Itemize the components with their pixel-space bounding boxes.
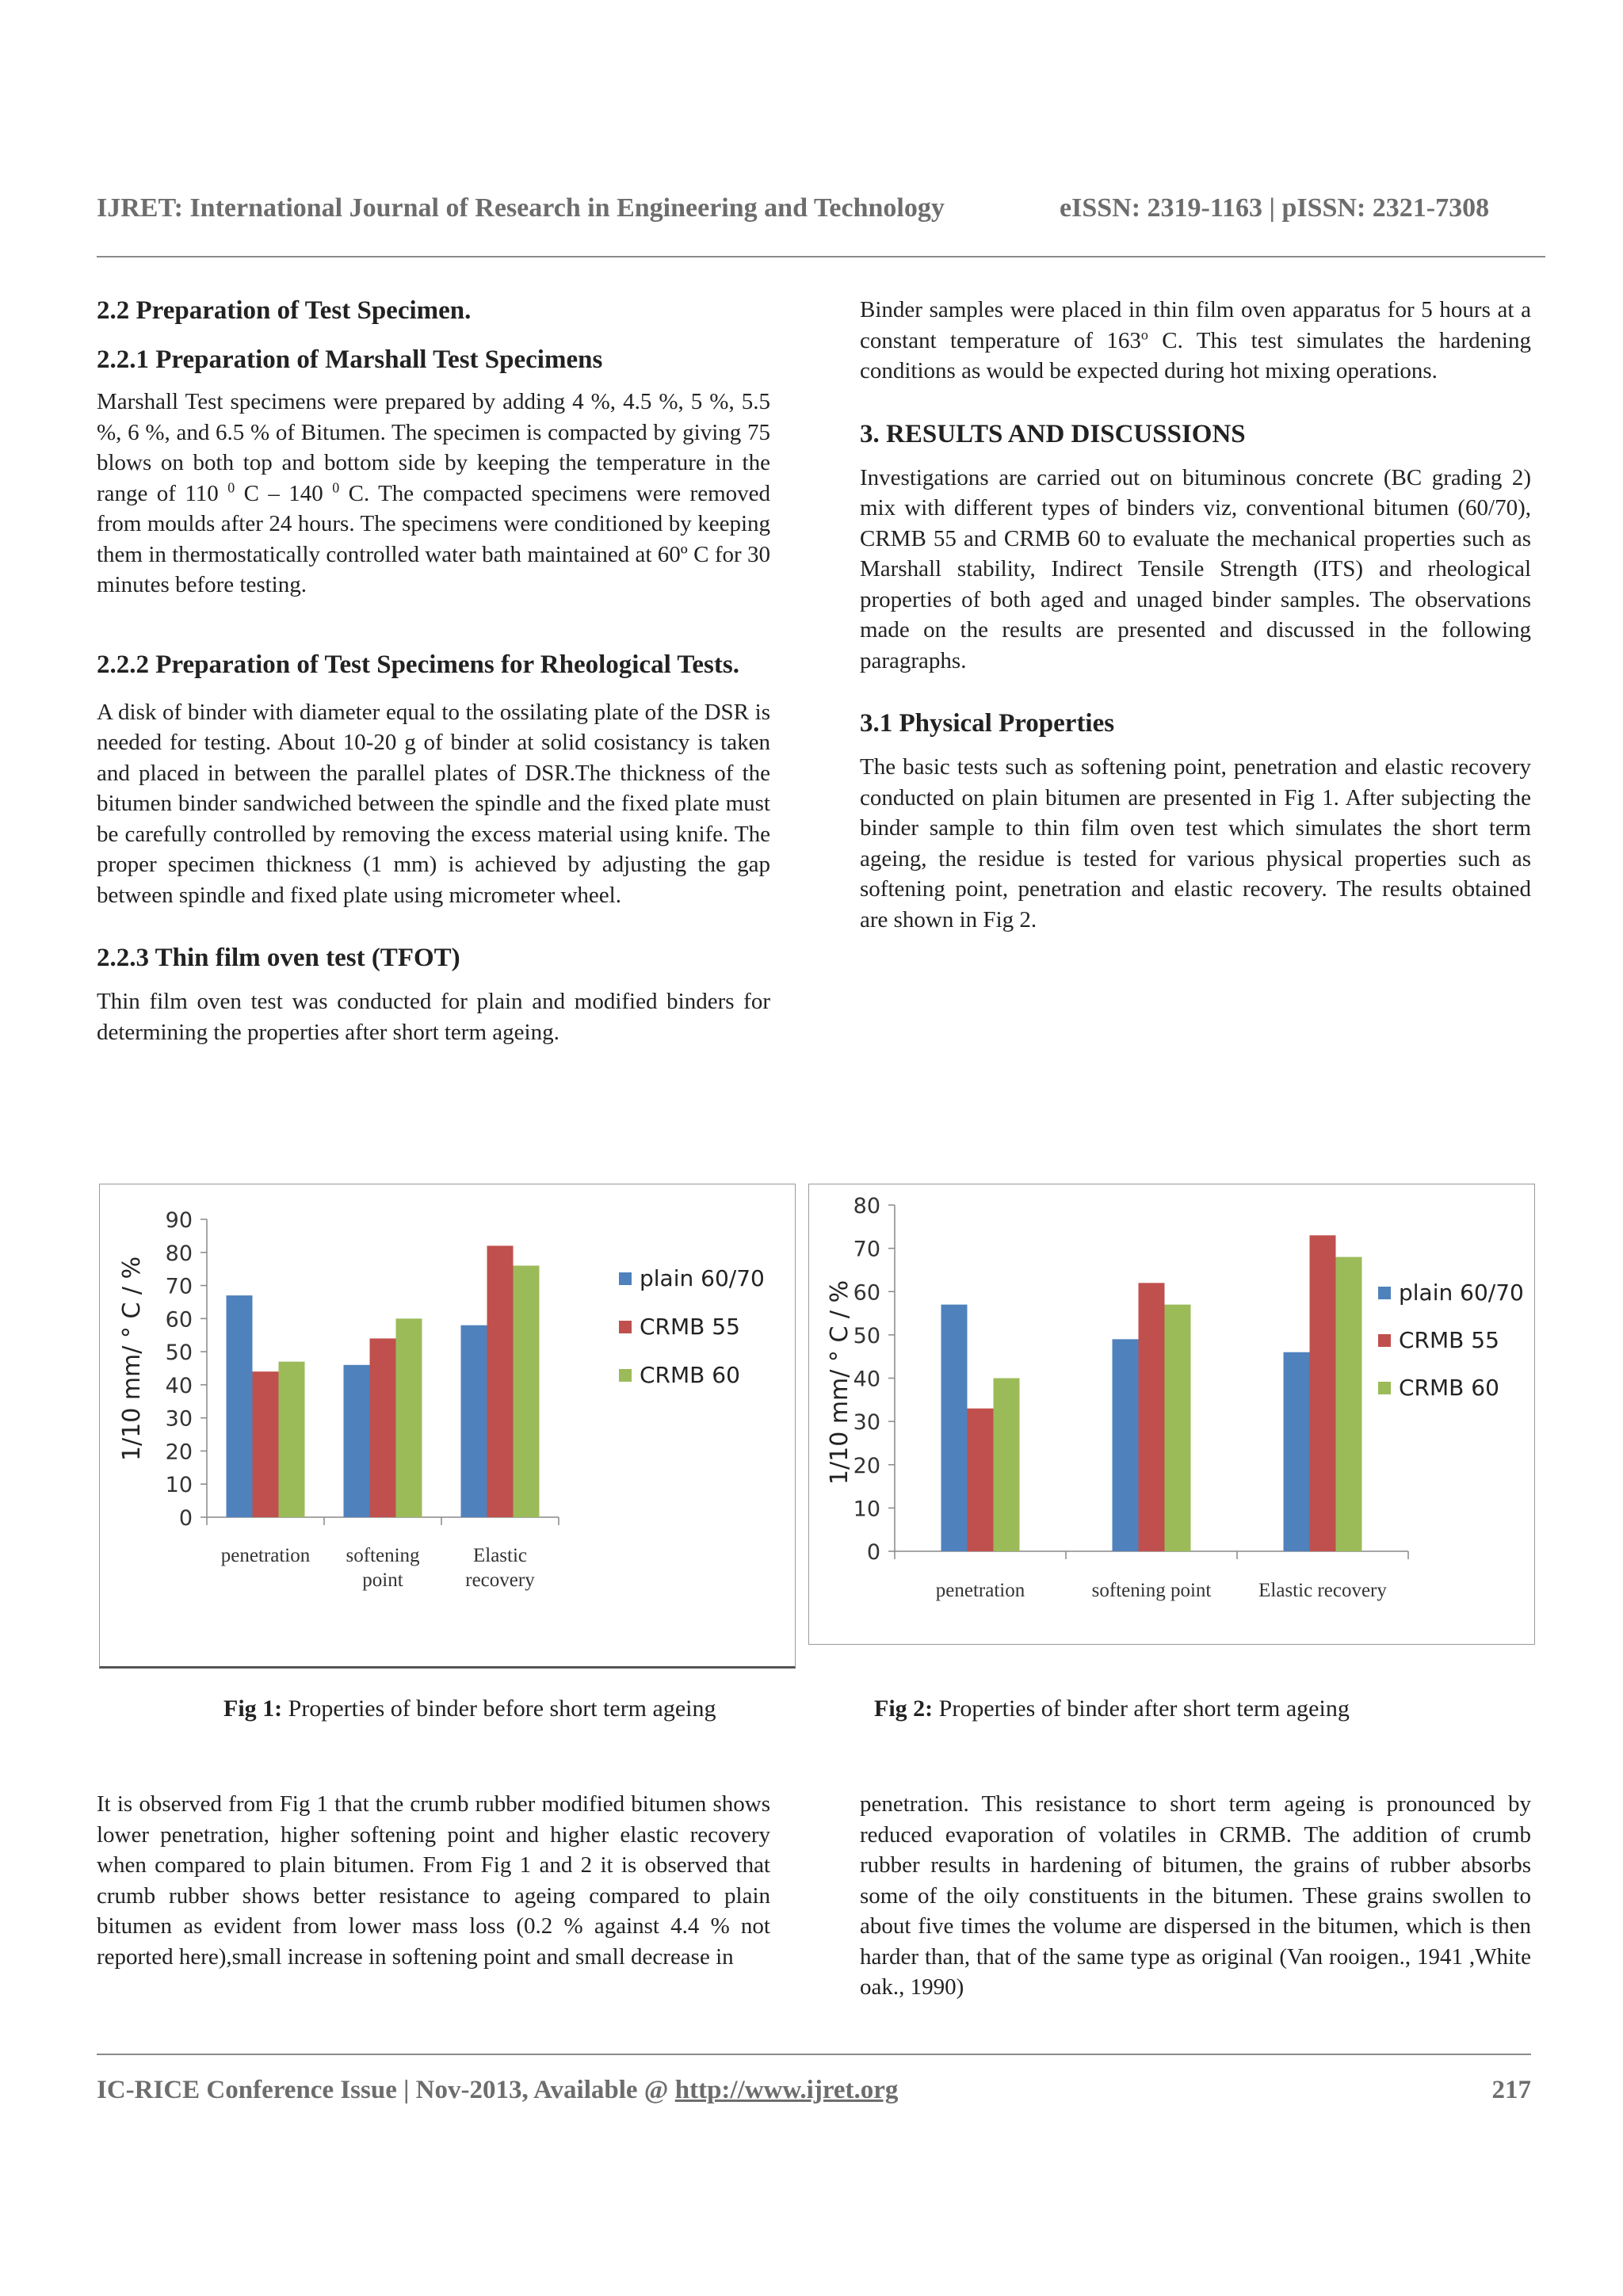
paragraph-observation: It is observed from Fig 1 that the crumb rubber modified bitumen shows lower penetration, higher softening point and higher elastic recovery when compared to plain bitumen. From Fig 1 and 2 it is observed that crumb rubber shows better resistance to ageing compared to plain bitumen as evident from lower mass loss (0.2 % against 4.4 % not reported here),small increase in softening point and small decrease in xyxy=(97,1791,770,1970)
bar xyxy=(279,1362,305,1517)
bar xyxy=(487,1245,514,1517)
y-tick-label: 30 xyxy=(165,1406,193,1432)
y-tick-label: 90 xyxy=(165,1208,193,1233)
fig1-chart-frame xyxy=(99,1184,796,1669)
y-tick-label: 0 xyxy=(866,1540,880,1565)
bottom-right-column xyxy=(860,1789,1531,2003)
legend-swatch xyxy=(619,1272,632,1285)
x-category-label: softening point xyxy=(1091,1580,1212,1601)
legend-label: plain 60/70 xyxy=(640,1265,765,1291)
bar xyxy=(253,1371,279,1517)
y-tick-label: 50 xyxy=(853,1323,880,1348)
y-tick-label: 0 xyxy=(178,1506,193,1531)
fig2-bar-chart xyxy=(809,1184,1534,1644)
legend-label: plain 60/70 xyxy=(1399,1280,1524,1306)
bar xyxy=(396,1318,422,1517)
legend-swatch xyxy=(619,1321,632,1333)
bar xyxy=(1113,1339,1139,1551)
left-column xyxy=(97,295,770,1047)
fig1-bar-chart xyxy=(100,1184,795,1666)
page-number: 217 xyxy=(1491,2076,1531,2104)
x-category-label: penetration xyxy=(220,1545,311,1566)
issn-info: eISSN: 2319-1163 | pISSN: 2321-7308 xyxy=(1060,193,1490,223)
bar xyxy=(968,1409,994,1551)
bar xyxy=(370,1338,396,1517)
paragraph-investigations: Investigations are carried out on bituminous concrete (BC grading 2) mix with different types of binders viz, conventional bitumen (60/70), CRMB 55 and CRMB 60 to evaluate the mechanical properties such as Marshall stability, Indirect Tensile Strength (ITS) and rheological properties of both aged and unaged binder samples. The observations made on the results are presented and discussed in the following paragraphs. xyxy=(860,464,1531,673)
footer-divider xyxy=(97,2054,1531,2055)
y-tick-label: 30 xyxy=(853,1410,880,1436)
heading-2-2-3: 2.2.3 Thin film oven test (TFOT) xyxy=(97,944,460,972)
bar xyxy=(344,1365,370,1517)
heading-3: 3. RESULTS AND DISCUSSIONS xyxy=(860,419,1246,448)
bottom-left-column xyxy=(97,1789,770,1972)
x-category-label: Elastic recovery xyxy=(1258,1580,1387,1601)
bar xyxy=(1336,1257,1362,1551)
legend-label: CRMB 60 xyxy=(1399,1375,1499,1401)
bar xyxy=(514,1265,540,1517)
bar xyxy=(1310,1235,1336,1551)
legend-swatch xyxy=(619,1369,632,1382)
bar xyxy=(1139,1283,1165,1551)
y-tick-label: 70 xyxy=(853,1237,880,1262)
running-footer xyxy=(97,2076,1531,2105)
legend-label: CRMB 55 xyxy=(640,1314,740,1340)
y-tick-label: 10 xyxy=(165,1473,193,1498)
bar xyxy=(1165,1305,1191,1551)
legend-swatch xyxy=(1378,1334,1391,1347)
right-column xyxy=(860,295,1531,935)
legend-label: CRMB 55 xyxy=(1399,1327,1499,1353)
y-tick-label: 10 xyxy=(853,1497,880,1522)
paragraph-binder-samples: Binder samples were placed in thin film oven apparatus for 5 hours at a constant temperature of 163$^o$ C. This test simulates the hardening conditions as would be expected during hot mixing operations. xyxy=(860,297,1531,383)
y-axis-label: 1/10 mm/ ° C / % xyxy=(826,1280,854,1486)
bar xyxy=(941,1305,968,1551)
footer-conference: IC-RICE Conference Issue | Nov-2013, Available @ xyxy=(97,2076,675,2104)
y-tick-label: 50 xyxy=(165,1341,193,1366)
legend-swatch xyxy=(1378,1287,1391,1299)
running-header xyxy=(97,193,1539,223)
fig2-caption: Fig 2: Properties of binder after short term ageing xyxy=(874,1695,1350,1722)
bar xyxy=(994,1379,1020,1552)
paragraph-physical: The basic tests such as softening point, penetration and elastic recovery conducted on plain bitumen are presented in Fig 1. After subjecting the binder sample to thin film oven test which simulates the short term ageing, the residue is tested for various physical properties such as softening point, penetration and elastic recovery. The results obtained are shown in Fig 2. xyxy=(860,754,1531,933)
bar xyxy=(461,1325,487,1517)
legend-swatch xyxy=(1378,1382,1391,1394)
y-tick-label: 70 xyxy=(165,1274,193,1299)
paragraph-rheological: A disk of binder with diameter equal to the ossilating plate of the DSR is needed for testing. About 10-20 g of binder at solid cosistancy is taken and placed in between the parallel plates of DSR.The thickness of the bitumen binder sandwiched between the spindle and the fixed plate must be carefully controlled by removing the excess material using knife. The proper specimen thickness (1 mm) is achieved by adjusting the gap between spindle and fixed plate using micrometer wheel. xyxy=(97,699,770,908)
legend-label: CRMB 60 xyxy=(640,1362,740,1388)
y-tick-label: 40 xyxy=(165,1373,193,1398)
y-axis-label: 1/10 mm/ ° C / % xyxy=(118,1256,146,1462)
fig2-chart-frame xyxy=(808,1184,1535,1645)
y-tick-label: 80 xyxy=(165,1241,193,1266)
y-tick-label: 20 xyxy=(853,1453,880,1478)
paragraph-marshall: Marshall Test specimens were prepared by adding 4 %, 4.5 %, 5 %, 5.5 %, 6 %, and 6.5 % of Bitumen. The specimen is compacted by giving 75 blows on both top and bottom side by keeping the temperature in the range of 110 $^0$ C – 140 $^0$ C. The compacted specimens were removed from moulds after 24 hours. The specimens were conditioned by keeping them in thermostatically controlled water bath maintained at 60º C for 30 minutes before testing. xyxy=(97,389,771,597)
y-tick-label: 60 xyxy=(165,1307,193,1333)
heading-2-2-1: 2.2.1 Preparation of Marshall Test Specimens xyxy=(97,345,603,374)
bar xyxy=(227,1295,253,1517)
y-tick-label: 60 xyxy=(853,1280,880,1306)
heading-3-1: 3.1 Physical Properties xyxy=(860,709,1115,738)
x-category-label: penetration xyxy=(935,1580,1025,1601)
x-category-label: Elastic recovery xyxy=(465,1545,535,1591)
footer-link[interactable]: http://www.ijret.org xyxy=(674,2076,899,2104)
paragraph-resistance: penetration. This resistance to short term ageing is pronounced by reduced evaporation of volatiles in CRMB. The addition of crumb rubber results in hardening of bitumen, the grains of rubber absorbs some of the oily constituents in the bitumen. These grains swollen to about five times the volume are dispersed in the bitumen, which is then harder than, that of the same type as original (Van rooigen., 1941 ,White oak., 1990) xyxy=(860,1791,1531,2000)
y-tick-label: 20 xyxy=(165,1440,193,1465)
heading-2-2: 2.2 Preparation of Test Specimen. xyxy=(97,296,472,325)
y-tick-label: 40 xyxy=(853,1367,880,1392)
x-category-label: softening point xyxy=(346,1545,420,1591)
header-divider xyxy=(97,256,1545,257)
journal-title: IJRET: International Journal of Research in Engineering and Technology xyxy=(97,193,945,223)
y-tick-label: 80 xyxy=(853,1194,880,1219)
fig1-caption: Fig 1: Properties of binder before short term ageing xyxy=(223,1695,716,1722)
bar xyxy=(1284,1352,1310,1551)
heading-2-2-2: 2.2.2 Preparation of Test Specimens for Rheological Tests. xyxy=(97,650,739,679)
paragraph-tfot: Thin film oven test was conducted for plain and modified binders for determining the properties after short term ageing. xyxy=(97,989,770,1045)
